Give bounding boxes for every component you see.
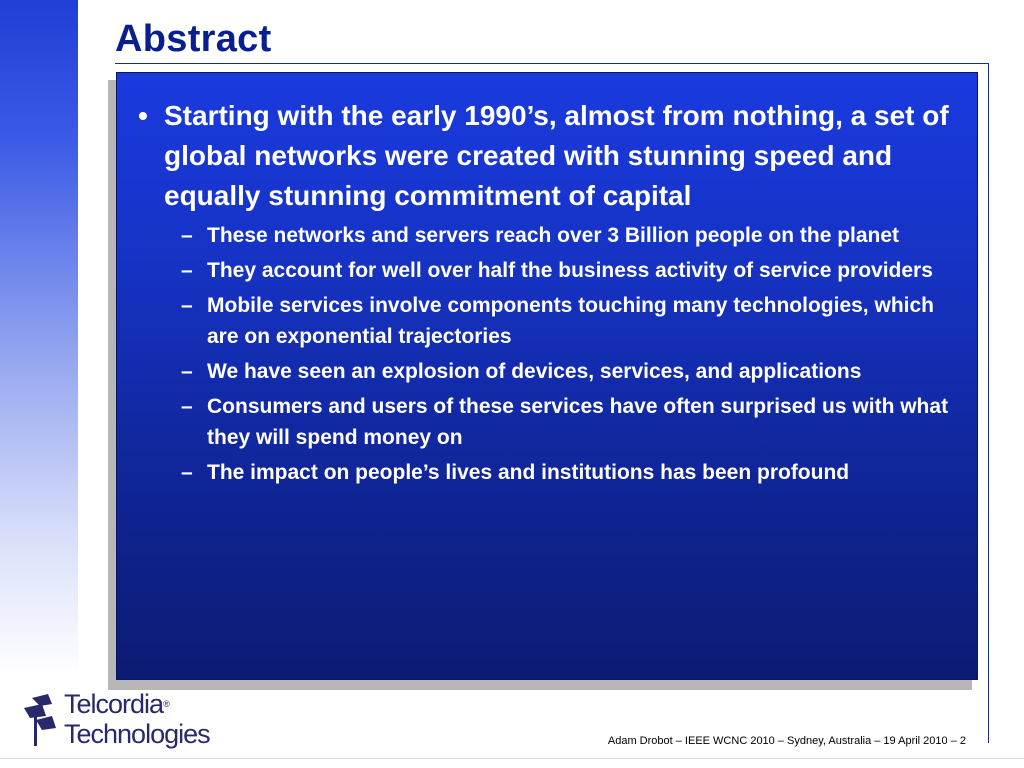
slide-footer: Adam Drobot – IEEE WCNC 2010 – Sydney, Australia – 19 April 2010 – 2 <box>607 735 966 747</box>
bullet-mark: • <box>138 100 148 131</box>
sub-bullet-text: The impact on people’s lives and institutions has been profound <box>207 461 850 484</box>
slide-content <box>134 96 964 492</box>
sub-bullet <box>134 457 964 488</box>
frame-right-line <box>988 63 989 743</box>
dash-mark: – <box>181 294 193 317</box>
sub-bullet-text: Consumers and users of these services have often surprised us with what they will spend money on <box>207 395 949 449</box>
sub-bullet-text: Mobile services involve components touching many technologies, which are on exponential trajectories <box>207 294 934 348</box>
sub-bullet <box>134 255 964 286</box>
sub-bullet-text: They account for well over half the business activity of service providers <box>207 259 933 282</box>
telcordia-flag-mark <box>24 694 56 746</box>
dash-mark: – <box>181 360 193 383</box>
sub-bullet-list <box>134 220 964 488</box>
sub-bullet-text: These networks and servers reach over 3 Billion people on the planet <box>207 224 900 247</box>
bottom-divider <box>0 758 1024 759</box>
logo-wordmark-line1 <box>64 689 169 719</box>
logo-line1-text: Telcordia <box>64 689 164 719</box>
left-gradient-band <box>0 0 78 768</box>
main-bullet <box>134 96 964 216</box>
sub-bullet <box>134 356 964 387</box>
registered-mark: ® <box>163 699 169 709</box>
dash-mark: – <box>181 259 193 282</box>
dash-mark: – <box>181 461 193 484</box>
frame-top-line <box>115 63 988 64</box>
sub-bullet <box>134 220 964 251</box>
sub-bullet-text: We have seen an explosion of devices, services, and applications <box>207 360 862 383</box>
logo-wordmark-line2: Technologies <box>64 719 210 749</box>
sub-bullet <box>134 290 964 352</box>
dash-mark: – <box>181 224 193 247</box>
sub-bullet <box>134 391 964 453</box>
slide-title: Abstract <box>115 18 272 60</box>
dash-mark: – <box>181 395 193 418</box>
main-bullet-text: Starting with the early 1990’s, almost from nothing, a set of global networks were created with stunning speed and equally stunning commitment of capital <box>164 100 949 211</box>
